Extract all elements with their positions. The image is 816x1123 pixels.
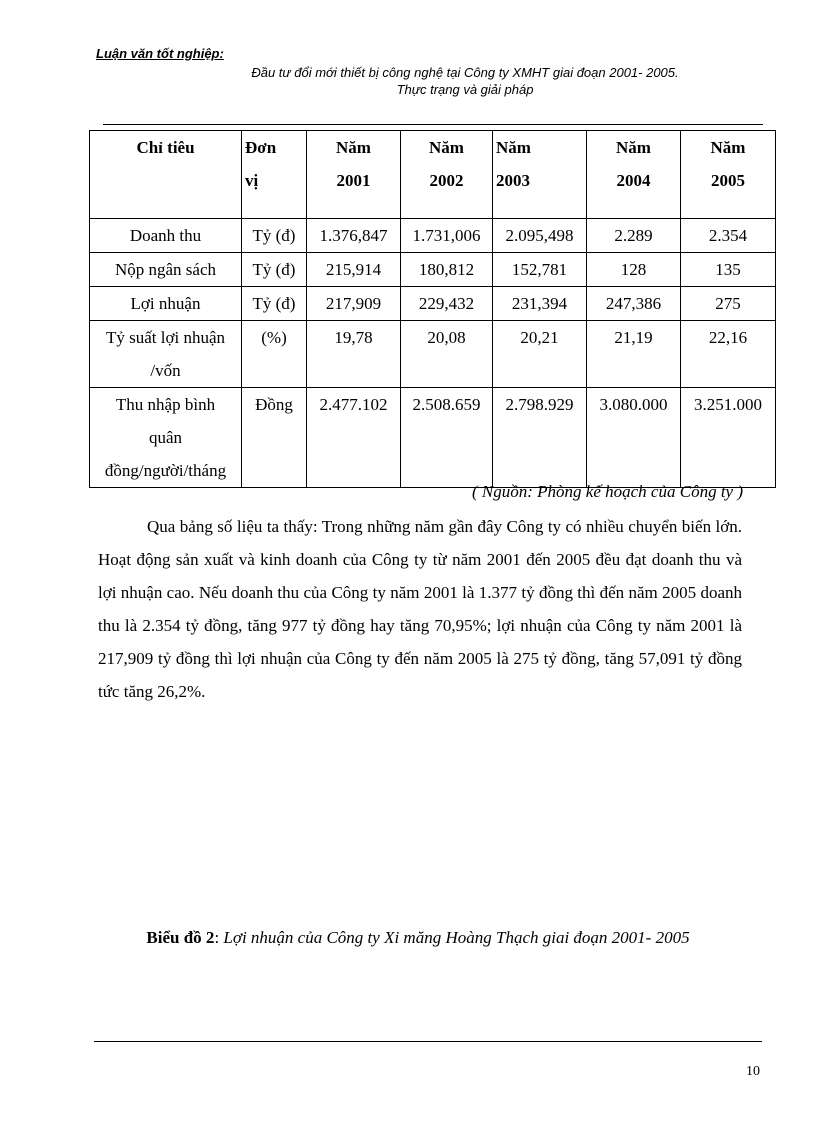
cell-value: 152,781 (493, 253, 587, 287)
col-header-2005: Năm 2005 (681, 131, 776, 219)
row-unit: Tỷ (đ) (242, 287, 307, 321)
cell-value: 2.798.929 (493, 388, 587, 488)
col-header-2001: Năm 2001 (307, 131, 401, 219)
cell-value: 128 (587, 253, 681, 287)
col-header-indicator: Chỉ tiêu (90, 131, 242, 219)
caption-label: Biểu đồ 2 (146, 928, 215, 947)
table-row (90, 253, 776, 287)
col-header-2003: Năm 2003 (493, 131, 587, 219)
page-number: 10 (746, 1064, 760, 1079)
cell-value: 2.477.102 (307, 388, 401, 488)
cell-value: 1.376,847 (307, 219, 401, 253)
row-unit: Đồng (242, 388, 307, 488)
source-note: ( Nguồn: Phòng kế hoạch của Công ty ) (472, 482, 743, 501)
caption-text: Lợi nhuận của Công ty Xi măng Hoàng Thạch giai đoạn 2001- 2005 (223, 928, 690, 947)
table-row (90, 219, 776, 253)
row-label: Thu nhập bình quân đồng/người/tháng (90, 388, 242, 488)
row-unit: Tỷ (đ) (242, 219, 307, 253)
row-label: Tỷ suất lợi nhuận /vốn (90, 321, 242, 388)
row-label: Doanh thu (90, 219, 242, 253)
cell-value: 22,16 (681, 321, 776, 388)
cell-value: 3.080.000 (587, 388, 681, 488)
cell-value: 2.095,498 (493, 219, 587, 253)
cell-value: 20,21 (493, 321, 587, 388)
footer-rule (94, 1041, 762, 1042)
cell-value: 2.354 (681, 219, 776, 253)
cell-value: 2.508.659 (401, 388, 493, 488)
cell-value: 2.289 (587, 219, 681, 253)
cell-value: 180,812 (401, 253, 493, 287)
cell-value: 215,914 (307, 253, 401, 287)
col-header-2002: Năm 2002 (401, 131, 493, 219)
col-header-2004: Năm 2004 (587, 131, 681, 219)
header-title-line2: Thực trạng và giải pháp (396, 82, 534, 97)
row-label: Lợi nhuận (90, 287, 242, 321)
caption-separator: : (214, 928, 224, 947)
header-rule (103, 124, 763, 125)
cell-value: 3.251.000 (681, 388, 776, 488)
cell-value: 135 (681, 253, 776, 287)
header-title-line1: Đầu tư đổi mới thiết bị công nghệ tại Công ty XMHT giai đoạn 2001- 2005. (251, 65, 679, 80)
row-unit: Tỷ (đ) (242, 253, 307, 287)
data-table (89, 130, 776, 488)
cell-value: 21,19 (587, 321, 681, 388)
cell-value: 231,394 (493, 287, 587, 321)
body-paragraph: Qua bảng số liệu ta thấy: Trong những năm gần đây Công ty có nhiều chuyển biến lớn. Hoạt động sản xuất và kinh doanh của Công ty từ năm 2001 đến 2005 đều đạt doanh thu và lợi nhuận cao. Nếu doanh thu của Công ty năm 2001 là 1.377 tỷ đồng thì đến năm 2005 doanh thu là 2.354 tỷ đồng, tăng 977 tỷ đồng hay tăng 70,95%; lợi nhuận của Công ty năm 2001 là 217,909 tỷ đồng thì lợi nhuận của Công ty đến năm 2005 là 275 tỷ đồng, tăng 57,091 tỷ đồng tức tăng 26,2%. (98, 517, 742, 701)
row-unit: (%) (242, 321, 307, 388)
row-label: Nộp ngân sách (90, 253, 242, 287)
chart-caption (96, 928, 740, 948)
table-header-row (90, 131, 776, 219)
table-row (90, 321, 776, 388)
header-title (195, 64, 735, 98)
cell-value: 275 (681, 287, 776, 321)
cell-value: 229,432 (401, 287, 493, 321)
cell-value: 217,909 (307, 287, 401, 321)
header-label: Luận văn tốt nghiệp: (96, 46, 224, 61)
col-header-unit: Đơn vị (242, 131, 307, 219)
cell-value: 1.731,006 (401, 219, 493, 253)
table-row (90, 388, 776, 488)
cell-value: 247,386 (587, 287, 681, 321)
table-row (90, 287, 776, 321)
cell-value: 19,78 (307, 321, 401, 388)
cell-value: 20,08 (401, 321, 493, 388)
